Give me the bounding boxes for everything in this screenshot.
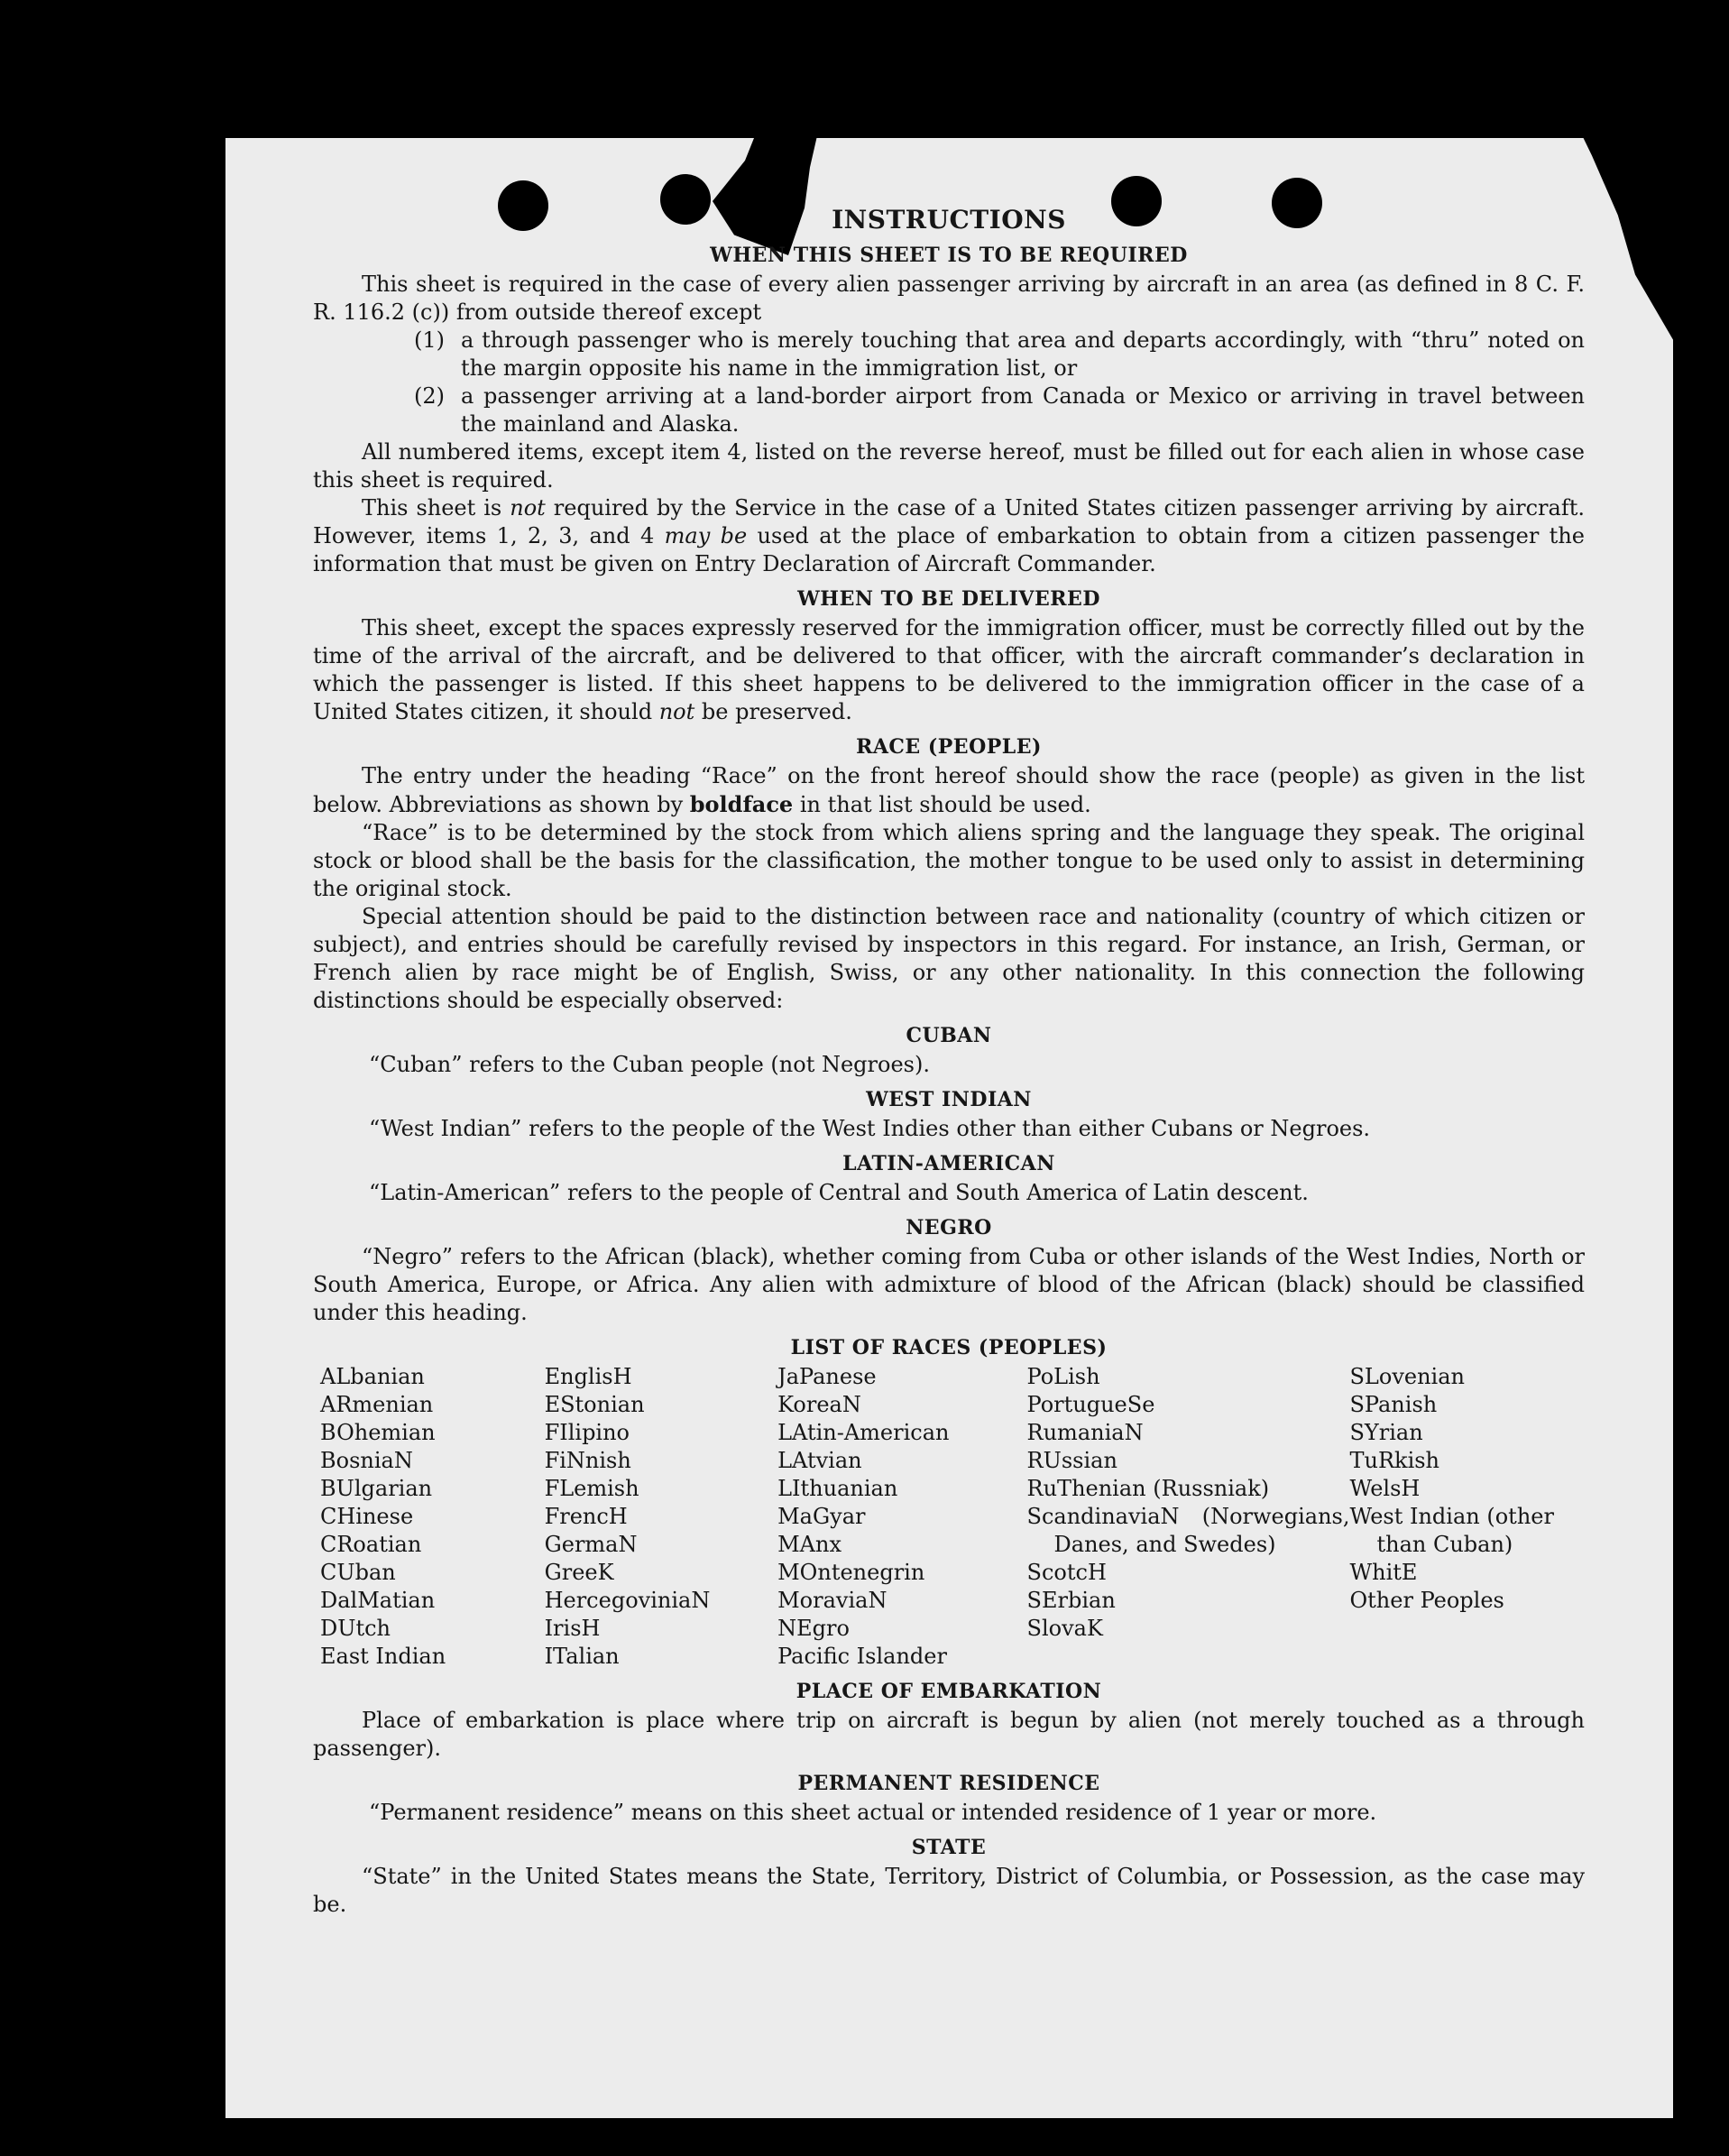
west-indian-definition: “West Indian” refers to the people of the West Indies other than either Cubans or Negroes. (369, 1116, 1371, 1141)
race-item: BUlgarian (320, 1476, 433, 1501)
race-item: SLovenian (1349, 1364, 1465, 1389)
race-item: MoraviaN (777, 1588, 887, 1613)
race-item: FrencH (544, 1504, 628, 1529)
race-item: BOhemian (320, 1420, 436, 1445)
required-numbered-items: All numbered items, except item 4, listed on the reverse hereof, must be filled out for each alien in whose case this sheet is required. (313, 439, 1585, 493)
race-item: PortugueSe (1026, 1392, 1155, 1417)
race-item: NEgro (777, 1616, 850, 1641)
page-title: INSTRUCTIONS (832, 205, 1066, 235)
section-heading-residence: PERMANENT RESIDENCE (797, 1772, 1100, 1795)
race-item: RumaniaN (1026, 1420, 1144, 1445)
race-item: LAtin-American (777, 1420, 950, 1445)
race-item: FiNnish (544, 1448, 631, 1473)
races-column-4 (1027, 1363, 1350, 1671)
race-item: Other Peoples (1349, 1588, 1504, 1613)
section-heading-cuban: CUBAN (906, 1024, 992, 1047)
section-heading-state: STATE (911, 1836, 987, 1859)
race-item: TuRkish (1349, 1448, 1440, 1473)
residence-text: “Permanent residence” means on this sheet actual or intended residence of 1 year or more. (369, 1800, 1377, 1825)
races-list (313, 1363, 1585, 1671)
race-item: ITalian (544, 1644, 620, 1669)
race-item: FLemish (544, 1476, 639, 1501)
race-item: ScandinaviaN (Norwegians, Danes, and Swedes) (1026, 1504, 1350, 1557)
race-item: FIlipino (544, 1420, 630, 1445)
races-column-2 (545, 1363, 778, 1671)
race-item: EStonian (544, 1392, 645, 1417)
races-column-1 (313, 1363, 545, 1671)
embarkation-text: Place of embarkation is place where trip on aircraft is begun by alien (not merely touched as a through passenger). (313, 1708, 1585, 1761)
race-item: LAtvian (777, 1448, 862, 1473)
section-heading-races-list: LIST OF RACES (PEOPLES) (790, 1336, 1108, 1359)
section-heading-west-indian: WEST INDIAN (866, 1088, 1032, 1111)
section-heading-latin-american: LATIN-AMERICAN (842, 1152, 1055, 1175)
race-item: WelsH (1349, 1476, 1421, 1501)
race-item: RuThenian (Russniak) (1026, 1476, 1270, 1501)
race-item: HercegoviniaN (544, 1588, 711, 1613)
race-item: SlovaK (1026, 1616, 1103, 1641)
race-item: IrisH (544, 1616, 601, 1641)
delivered-text: This sheet, except the spaces expressly reserved for the immigration officer, must be correctly filled out by the time of the arrival of the aircraft, and be delivered to that officer, with the aircraft commander’s declaration in which the passenger is listed. If this sheet happens to be delivered to the immigration officer in the case of a United States citizen, it should not be preserved. (313, 615, 1585, 724)
required-intro: This sheet is required in the case of every alien passenger arriving by aircraft in an area (as defined in 8 C. F. R. 116.2 (c)) from outside thereof except (313, 272, 1585, 325)
race-entry-text: The entry under the heading “Race” on the front hereof should show the race (people) as given in the list below. Abbreviations as shown by boldface in that list should be used. (313, 763, 1585, 817)
exception-item (414, 327, 1585, 382)
race-item: JaPanese (777, 1364, 877, 1389)
race-item: DalMatian (320, 1588, 436, 1613)
race-item: KoreaN (777, 1392, 861, 1417)
race-item: SPanish (1349, 1392, 1438, 1417)
exception-item (414, 382, 1585, 438)
race-item: SErbian (1026, 1588, 1116, 1613)
race-item: ALbanian (320, 1364, 425, 1389)
race-item: GermaN (544, 1532, 638, 1557)
required-citizen-note: This sheet is not required by the Service in the case of a United States citizen passenger arriving by aircraft. However, items 1, 2, 3, and 4 may be used at the place of embarkation to obtain from a citizen passenger the information that must be given on Entry Declaration of Aircraft Commander. (313, 495, 1585, 576)
race-item: RUssian (1026, 1448, 1117, 1473)
race-item: CRoatian (320, 1532, 422, 1557)
race-item: CUban (320, 1560, 396, 1585)
race-item: West Indian (other than Cuban) (1349, 1504, 1554, 1557)
race-item: DUtch (320, 1616, 391, 1641)
section-heading-required: WHEN THIS SHEET IS TO BE REQUIRED (710, 244, 1188, 267)
race-item: East Indian (320, 1644, 446, 1669)
race-item: SYrian (1349, 1420, 1423, 1445)
latin-american-definition: “Latin-American” refers to the people of Central and South America of Latin descent. (369, 1180, 1309, 1205)
negro-definition: “Negro” refers to the African (black), whether coming from Cuba or other islands of the West Indies, North or South America, Europe, or Africa. Any alien with admixture of blood of the African (black) should be classified under this heading. (313, 1244, 1585, 1325)
document-page (225, 138, 1673, 2118)
race-item: EnglisH (544, 1364, 632, 1389)
exception-text: a through passenger who is merely touching that area and departs accordingly, with “thru” noted on the margin opposite his name in the immigration list, or (461, 327, 1585, 381)
race-item: GreeK (544, 1560, 614, 1585)
race-item: WhitE (1349, 1560, 1418, 1585)
exception-number: (2) (414, 383, 445, 409)
exception-text: a passenger arriving at a land-border airport from Canada or Mexico or arriving in travel between the mainland and Alaska. (461, 383, 1585, 437)
race-item: MOntenegrin (777, 1560, 925, 1585)
instructions-content (313, 205, 1585, 1919)
race-item: CHinese (320, 1504, 414, 1529)
race-item: MAnx (777, 1532, 842, 1557)
race-item: MaGyar (777, 1504, 866, 1529)
section-heading-embarkation: PLACE OF EMBARKATION (796, 1680, 1102, 1703)
cuban-definition: “Cuban” refers to the Cuban people (not Negroes). (369, 1052, 930, 1077)
race-distinction-text: Special attention should be paid to the distinction between race and nationality (country of which citizen or subject), and entries should be carefully revised by inspectors in this regard. For instance, an Irish, German, or French alien by race might be of English, Swiss, or any other nationality. In this connection the following distinctions should be especially observed: (313, 904, 1585, 1013)
section-heading-delivered: WHEN TO BE DELIVERED (797, 587, 1100, 611)
race-stock-text: “Race” is to be determined by the stock from which aliens spring and the language they speak. The original stock or blood shall be the basis for the classification, the mother tongue to be used only to assist in determining the original stock. (313, 820, 1585, 901)
section-heading-negro: NEGRO (906, 1216, 992, 1239)
race-item: ARmenian (320, 1392, 434, 1417)
section-heading-race: RACE (PEOPLE) (856, 735, 1042, 759)
races-column-3 (777, 1363, 1026, 1671)
race-item: ScotcH (1026, 1560, 1107, 1585)
state-text: “State” in the United States means the State, Territory, District of Columbia, or Possession, as the case may be. (313, 1864, 1585, 1917)
race-item: LIthuanian (777, 1476, 898, 1501)
race-item: BosniaN (320, 1448, 413, 1473)
exception-number: (1) (414, 327, 445, 353)
race-item: PoLish (1026, 1364, 1100, 1389)
races-column-5 (1349, 1363, 1585, 1671)
race-item: Pacific Islander (777, 1644, 947, 1669)
